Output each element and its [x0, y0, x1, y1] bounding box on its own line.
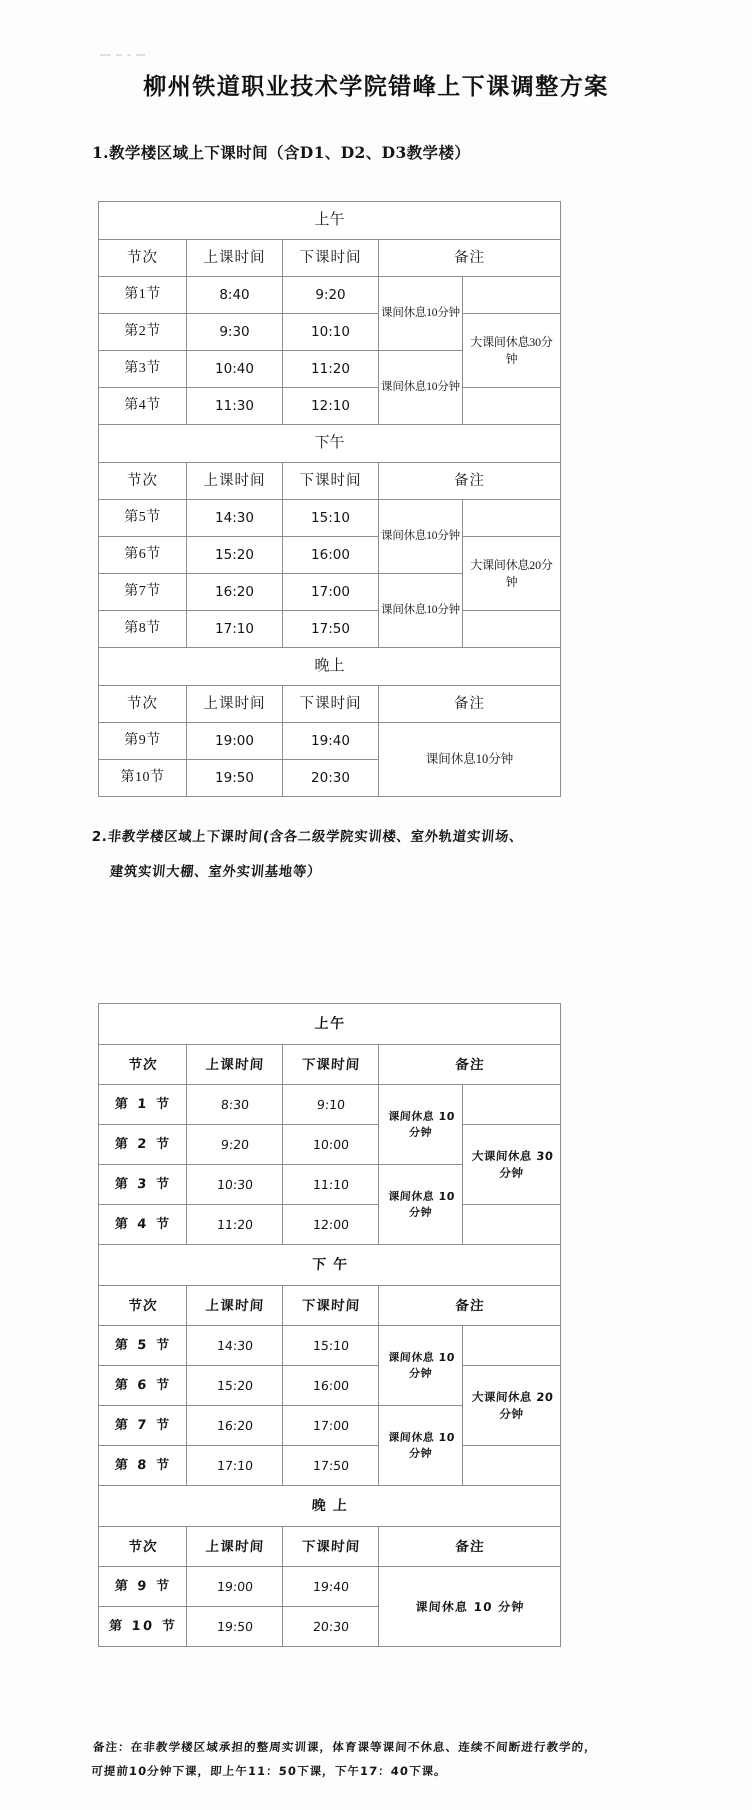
cell-period: 第9节: [99, 723, 187, 760]
section-2-heading-line-2: 建筑实训大棚、室外实训基地等）: [109, 864, 322, 881]
cell-period: 第6节: [99, 537, 187, 574]
cell-start-time: 17:10: [187, 611, 283, 648]
cell-period: 第 7 节: [97, 1406, 188, 1446]
table-row-banner: [99, 425, 561, 463]
cell-end-time: 20:30: [283, 760, 379, 797]
col-header-end: 下课时间: [281, 1527, 380, 1567]
col-header-start: 上课时间: [187, 463, 283, 500]
scan-artifact: [116, 54, 122, 56]
table-row: [99, 277, 561, 314]
cell-break-note: 课间休息10分钟: [379, 277, 463, 351]
table-row: [99, 500, 561, 537]
table-row-banner: [99, 1486, 561, 1527]
cell-end-time: 17:50: [283, 611, 379, 648]
table-row-header: [99, 686, 561, 723]
cell-start-time: 8:40: [187, 277, 283, 314]
cell-period: 第 9 节: [97, 1567, 188, 1607]
col-header-remark: 备注: [379, 463, 561, 500]
scan-artifact: [100, 54, 111, 56]
table-row: [99, 723, 561, 760]
cell-spacer: [461, 1326, 562, 1366]
table-row-header: [99, 1045, 561, 1085]
col-header-end: 下课时间: [283, 463, 379, 500]
cell-period: 第2节: [99, 314, 187, 351]
col-header-period: 节次: [97, 1527, 188, 1567]
cell-period: 第5节: [99, 500, 187, 537]
cell-end-time: 19:40: [283, 723, 379, 760]
cell-spacer: [461, 1446, 562, 1486]
cell-period: 第4节: [99, 388, 187, 425]
col-header-start: 上课时间: [187, 686, 283, 723]
cell-end-time: 11:10: [281, 1165, 380, 1205]
cell-end-time: 19:40: [281, 1567, 380, 1607]
cell-start-time: 16:20: [185, 1406, 284, 1446]
cell-start-time: 10:30: [185, 1165, 284, 1205]
cell-start-time: 19:00: [187, 723, 283, 760]
col-header-remark: 备注: [379, 240, 561, 277]
cell-start-time: 15:20: [185, 1366, 284, 1406]
cell-spacer: [461, 1085, 562, 1125]
table-row: [99, 1567, 561, 1607]
cell-period: 第1节: [99, 277, 187, 314]
table-row: [99, 1085, 561, 1125]
col-header-start: 上课时间: [185, 1045, 284, 1085]
table-row: [99, 1446, 561, 1486]
table-row: [99, 1326, 561, 1366]
section-1-heading: 1.教学楼区域上下课时间（含D1、D2、D3教学楼）: [92, 143, 471, 162]
col-header-start: 上课时间: [187, 240, 283, 277]
banner-afternoon: 下午: [99, 425, 561, 463]
cell-start-time: 9:30: [187, 314, 283, 351]
cell-start-time: 11:30: [187, 388, 283, 425]
table-row: [99, 314, 561, 351]
col-header-period: 节次: [99, 686, 187, 723]
cell-end-time: 10:10: [283, 314, 379, 351]
section-2-heading-line-1: 2.非教学楼区域上下课时间(含各二级学院实训楼、室外轨道实训场、: [91, 829, 524, 846]
cell-spacer: [463, 277, 561, 314]
banner-morning: 上午: [97, 1004, 562, 1045]
cell-start-time: 14:30: [187, 500, 283, 537]
col-header-period: 节次: [99, 240, 187, 277]
cell-spacer: [463, 388, 561, 425]
cell-break-note: 课间休息 10 分钟: [376, 1326, 466, 1406]
table-row: [99, 1125, 561, 1165]
cell-start-time: 14:30: [185, 1326, 284, 1366]
cell-period: 第 3 节: [97, 1165, 188, 1205]
cell-end-time: 15:10: [281, 1326, 380, 1366]
cell-big-break-note: 大课间休息30分钟: [463, 314, 561, 388]
cell-end-time: 9:20: [283, 277, 379, 314]
cell-period: 第 8 节: [97, 1446, 188, 1486]
cell-period: 第 6 节: [97, 1366, 188, 1406]
table-row: [99, 537, 561, 574]
cell-period: 第7节: [99, 574, 187, 611]
cell-end-time: 12:00: [281, 1205, 380, 1245]
cell-period: 第10节: [99, 760, 187, 797]
cell-start-time: 19:50: [187, 760, 283, 797]
cell-end-time: 17:00: [281, 1406, 380, 1446]
cell-big-break-note: 大课间休息 30 分钟: [460, 1125, 564, 1205]
col-header-period: 节次: [97, 1045, 188, 1085]
col-header-end: 下课时间: [281, 1045, 380, 1085]
banner-evening: 晚 上: [97, 1486, 562, 1527]
cell-big-break-note: 大课间休息20分钟: [463, 537, 561, 611]
cell-period: 第 4 节: [97, 1205, 188, 1245]
page-title: 柳州铁道职业技术学院错峰上下课调整方案: [143, 73, 609, 100]
table-row: [99, 611, 561, 648]
cell-break-note: 课间休息10分钟: [379, 500, 463, 574]
col-header-end: 下课时间: [283, 686, 379, 723]
footnote: [90, 1736, 673, 1783]
col-header-start: 上课时间: [185, 1286, 284, 1326]
cell-period: 第3节: [99, 351, 187, 388]
cell-spacer: [463, 500, 561, 537]
cell-end-time: 10:00: [281, 1125, 380, 1165]
cell-spacer: [461, 1205, 562, 1245]
cell-period: 第8节: [99, 611, 187, 648]
cell-break-note: 课间休息10分钟: [379, 574, 463, 648]
table-row-header: [99, 240, 561, 277]
cell-end-time: 16:00: [281, 1366, 380, 1406]
cell-end-time: 17:50: [281, 1446, 380, 1486]
col-header-end: 下课时间: [283, 240, 379, 277]
cell-period: 第 2 节: [97, 1125, 188, 1165]
col-header-remark: 备注: [379, 686, 561, 723]
cell-end-time: 20:30: [281, 1607, 380, 1647]
table-row: [99, 1366, 561, 1406]
cell-break-note: 课间休息10分钟: [379, 723, 561, 797]
footnote-line-1: 备注：在非教学楼区域承担的整周实训课，体育课等课间不休息、连续不间断进行教学的，: [92, 1740, 598, 1754]
cell-end-time: 9:10: [281, 1085, 380, 1125]
schedule-table-teaching-buildings: [98, 201, 561, 797]
cell-spacer: [463, 611, 561, 648]
table-row-banner: [99, 648, 561, 686]
col-header-remark: 备注: [377, 1286, 562, 1326]
cell-end-time: 16:00: [283, 537, 379, 574]
footnote-line-2: 可提前10分钟下课，即上午11：50下课，下午17：40下课。: [90, 1763, 448, 1778]
table-row-banner: [99, 202, 561, 240]
table-row-header: [99, 463, 561, 500]
table-row-header: [99, 1527, 561, 1567]
col-header-start: 上课时间: [185, 1527, 284, 1567]
col-header-remark: 备注: [377, 1045, 562, 1085]
table-row: [99, 388, 561, 425]
banner-afternoon: 下 午: [97, 1245, 562, 1286]
cell-start-time: 8:30: [185, 1085, 284, 1125]
table-row-banner: [99, 1004, 561, 1045]
cell-break-note: 课间休息 10 分钟: [376, 1406, 466, 1486]
banner-evening: 晚上: [99, 648, 561, 686]
col-header-end: 下课时间: [281, 1286, 380, 1326]
col-header-remark: 备注: [377, 1527, 562, 1567]
cell-end-time: 12:10: [283, 388, 379, 425]
cell-period: 第 10 节: [97, 1607, 188, 1647]
table-row-header: [99, 1286, 561, 1326]
cell-start-time: 11:20: [185, 1205, 284, 1245]
col-header-period: 节次: [99, 463, 187, 500]
cell-start-time: 9:20: [185, 1125, 284, 1165]
table-row: [99, 1205, 561, 1245]
cell-start-time: 16:20: [187, 574, 283, 611]
cell-start-time: 10:40: [187, 351, 283, 388]
col-header-period: 节次: [97, 1286, 188, 1326]
cell-big-break-note: 大课间休息 20 分钟: [460, 1366, 564, 1446]
scan-artifact: [136, 54, 145, 56]
cell-break-note: 课间休息10分钟: [379, 351, 463, 425]
cell-period: 第 1 节: [97, 1085, 188, 1125]
cell-break-note: 课间休息 10 分钟: [376, 1085, 466, 1165]
table-row-banner: [99, 1245, 561, 1286]
cell-start-time: 15:20: [187, 537, 283, 574]
scan-artifact: [127, 54, 131, 56]
cell-end-time: 11:20: [283, 351, 379, 388]
cell-start-time: 19:50: [185, 1607, 284, 1647]
schedule-table-non-teaching-areas: [98, 1003, 561, 1647]
cell-break-note: 课间休息 10 分钟: [376, 1165, 466, 1245]
banner-morning: 上午: [99, 202, 561, 240]
cell-start-time: 19:00: [185, 1567, 284, 1607]
cell-end-time: 15:10: [283, 500, 379, 537]
cell-break-note: 课间休息 10 分钟: [376, 1567, 564, 1647]
cell-start-time: 17:10: [185, 1446, 284, 1486]
cell-period: 第 5 节: [97, 1326, 188, 1366]
cell-end-time: 17:00: [283, 574, 379, 611]
